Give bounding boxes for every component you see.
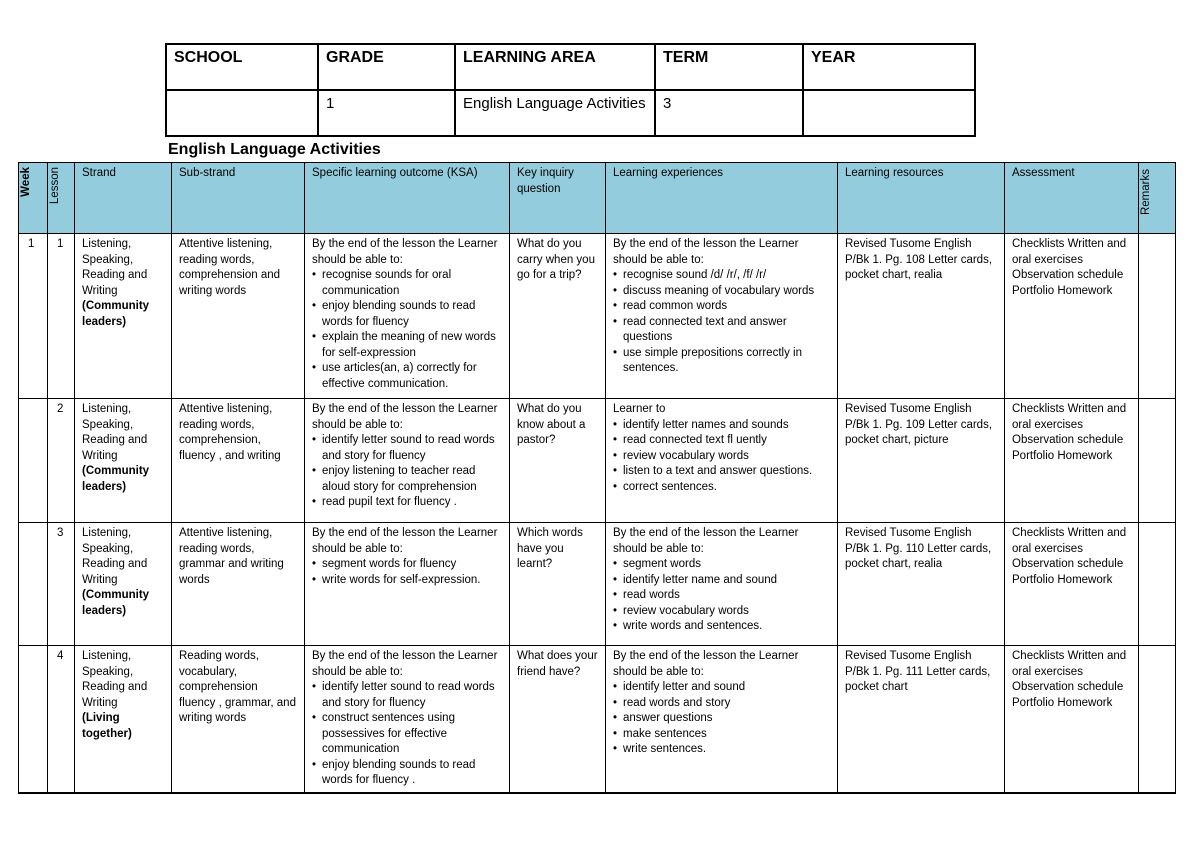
list-item: • read connected text fl uently xyxy=(613,433,830,449)
header-label-row xyxy=(166,44,975,90)
remarks-cell xyxy=(1139,646,1176,793)
resources-cell: Revised Tusome English P/Bk 1. Pg. 109 Letter cards, pocket chart, picture xyxy=(838,399,1005,523)
list-item: • use articles(an, a) correctly for effective communication. xyxy=(312,361,502,392)
col-header-experiences: Learning experiences xyxy=(606,163,838,234)
list-item: • segment words for fluency xyxy=(312,557,502,573)
list-item: • recognise sound /d/ /r/, /f/ /r/ xyxy=(613,268,830,284)
list-item: • enjoy listening to teacher read aloud story for comprehension xyxy=(312,464,502,495)
section-title: English Language Activities xyxy=(168,141,381,158)
slo-cell xyxy=(305,234,510,399)
slo-intro: By the end of the lesson the Learner should be able to: xyxy=(312,527,498,555)
strand-text: Listening, Speaking, Reading and Writing xyxy=(82,238,148,297)
grade-label: GRADE xyxy=(318,44,455,90)
table-row xyxy=(19,646,1176,793)
inquiry-cell: What do you carry when you go for a trip? xyxy=(510,234,606,399)
lesson-cell: 1 xyxy=(48,234,75,399)
week-cell xyxy=(19,646,48,793)
list-item: • write sentences. xyxy=(613,742,830,758)
experiences-intro: By the end of the lesson the Learner should be able to: xyxy=(613,527,799,555)
col-header-strand: Strand xyxy=(75,163,172,234)
inquiry-cell: Which words have you learnt? xyxy=(510,523,606,646)
list-item: • read words and story xyxy=(613,696,830,712)
list-item: • discuss meaning of vocabulary words xyxy=(613,284,830,300)
list-item: • explain the meaning of new words for self-expression xyxy=(312,330,502,361)
list-item: • answer questions xyxy=(613,711,830,727)
slo-intro: By the end of the lesson the Learner should be able to: xyxy=(312,650,498,678)
sub-strand-cell: Attentive listening, reading words, grammar and writing words xyxy=(172,523,305,646)
school-value xyxy=(166,90,318,136)
resources-cell: Revised Tusome English P/Bk 1. Pg. 111 Letter cards, pocket chart xyxy=(838,646,1005,793)
resources-cell: Revised Tusome English P/Bk 1. Pg. 108 Letter cards, pocket chart, realia xyxy=(838,234,1005,399)
col-header-lesson: Lesson xyxy=(48,163,75,234)
slo-cell xyxy=(305,646,510,793)
col-header-slo: Specific learning outcome (KSA) xyxy=(305,163,510,234)
strand-cell xyxy=(75,523,172,646)
experiences-intro: By the end of the lesson the Learner should be able to: xyxy=(613,238,799,266)
experiences-cell xyxy=(606,646,838,793)
list-item: • recognise sounds for oral communication xyxy=(312,268,502,299)
remarks-cell xyxy=(1139,523,1176,646)
list-item: • read common words xyxy=(613,299,830,315)
list-item: • identify letter sound to read words and story for fluency xyxy=(312,433,502,464)
slo-list xyxy=(312,680,502,789)
experiences-cell xyxy=(606,523,838,646)
list-item: • correct sentences. xyxy=(613,480,830,496)
term-value: 3 xyxy=(655,90,803,136)
remarks-cell xyxy=(1139,234,1176,399)
col-header-resources: Learning resources xyxy=(838,163,1005,234)
experiences-intro: By the end of the lesson the Learner should be able to: xyxy=(613,650,799,678)
header-value-row xyxy=(166,90,975,136)
slo-list xyxy=(312,557,502,588)
inquiry-cell: What does your friend have? xyxy=(510,646,606,793)
list-item: • write words and sentences. xyxy=(613,619,830,635)
list-item: • review vocabulary words xyxy=(613,604,830,620)
year-label: YEAR xyxy=(803,44,975,90)
strand-cell xyxy=(75,646,172,793)
list-item: • segment words xyxy=(613,557,830,573)
table-row xyxy=(19,399,1176,523)
experiences-list xyxy=(613,557,830,635)
resources-cell: Revised Tusome English P/Bk 1. Pg. 110 Letter cards, pocket chart, realia xyxy=(838,523,1005,646)
col-header-sub-strand: Sub-strand xyxy=(172,163,305,234)
learning-area-value: English Language Activities xyxy=(455,90,655,136)
sub-strand-cell: Attentive listening, reading words, comprehension and writing words xyxy=(172,234,305,399)
week-cell xyxy=(19,523,48,646)
term-label: TERM xyxy=(655,44,803,90)
strand-text: Listening, Speaking, Reading and Writing xyxy=(82,403,148,462)
list-item: • make sentences xyxy=(613,727,830,743)
strand-text: Listening, Speaking, Reading and Writing xyxy=(82,650,148,709)
list-item: • write words for self-expression. xyxy=(312,573,502,589)
inquiry-cell: What do you know about a pastor? xyxy=(510,399,606,523)
grade-value: 1 xyxy=(318,90,455,136)
col-header-remarks: Remarks xyxy=(1139,163,1176,234)
strand-cell xyxy=(75,234,172,399)
col-header-week: Week xyxy=(19,163,48,234)
experiences-cell xyxy=(606,399,838,523)
list-item: • use simple prepositions correctly in sentences. xyxy=(613,346,830,377)
experiences-list xyxy=(613,418,830,496)
week-cell xyxy=(19,399,48,523)
col-header-inquiry: Key inquiry question xyxy=(510,163,606,234)
slo-list xyxy=(312,433,502,511)
list-item: • listen to a text and answer questions. xyxy=(613,464,830,480)
list-item: • identify letter names and sounds xyxy=(613,418,830,434)
assessment-cell: Checklists Written and oral exercises Observation schedule Portfolio Homework xyxy=(1005,234,1139,399)
sub-strand-cell: Attentive listening, reading words, comprehension, fluency , and writing xyxy=(172,399,305,523)
experiences-intro: Learner to xyxy=(613,403,666,415)
lesson-plan-table xyxy=(18,162,1176,794)
col-header-assessment: Assessment xyxy=(1005,163,1139,234)
lesson-cell: 2 xyxy=(48,399,75,523)
remarks-cell xyxy=(1139,399,1176,523)
learning-area-label: LEARNING AREA xyxy=(455,44,655,90)
strand-text: Listening, Speaking, Reading and Writing xyxy=(82,527,148,586)
school-label: SCHOOL xyxy=(166,44,318,90)
strand-cell xyxy=(75,399,172,523)
list-item: • identify letter name and sound xyxy=(613,573,830,589)
slo-cell xyxy=(305,399,510,523)
table-row xyxy=(19,523,1176,646)
sub-strand-cell: Reading words, vocabulary, comprehension fluency , grammar, and writing words xyxy=(172,646,305,793)
list-item: • review vocabulary words xyxy=(613,449,830,465)
list-item: • enjoy blending sounds to read words for fluency xyxy=(312,299,502,330)
column-header-row xyxy=(19,163,1176,234)
experiences-list xyxy=(613,680,830,758)
assessment-cell: Checklists Written and oral exercises Observation schedule Portfolio Homework xyxy=(1005,646,1139,793)
assessment-cell: Checklists Written and oral exercises Observation schedule Portfolio Homework xyxy=(1005,523,1139,646)
strand-theme: (Community leaders) xyxy=(82,300,150,328)
header-info-table xyxy=(165,43,976,137)
week-cell: 1 xyxy=(19,234,48,399)
list-item: • read connected text and answer questions xyxy=(613,315,830,346)
experiences-cell xyxy=(606,234,838,399)
list-item: • identify letter sound to read words and story for fluency xyxy=(312,680,502,711)
strand-theme: (Community leaders) xyxy=(82,465,150,493)
list-item: • read pupil text for fluency . xyxy=(312,495,502,511)
list-item: • construct sentences using possessives for effective communication xyxy=(312,711,502,758)
lesson-cell: 3 xyxy=(48,523,75,646)
strand-theme: (Community leaders) xyxy=(82,589,150,617)
lesson-cell: 4 xyxy=(48,646,75,793)
assessment-cell: Checklists Written and oral exercises Observation schedule Portfolio Homework xyxy=(1005,399,1139,523)
list-item: • identify letter and sound xyxy=(613,680,830,696)
list-item: • enjoy blending sounds to read words for fluency . xyxy=(312,758,502,789)
slo-intro: By the end of the lesson the Learner should be able to: xyxy=(312,238,498,266)
list-item: • read words xyxy=(613,588,830,604)
slo-cell xyxy=(305,523,510,646)
table-row xyxy=(19,234,1176,399)
slo-intro: By the end of the lesson the Learner should be able to: xyxy=(312,403,498,431)
year-value xyxy=(803,90,975,136)
experiences-list xyxy=(613,268,830,377)
slo-list xyxy=(312,268,502,392)
strand-theme: (Living together) xyxy=(82,712,132,740)
